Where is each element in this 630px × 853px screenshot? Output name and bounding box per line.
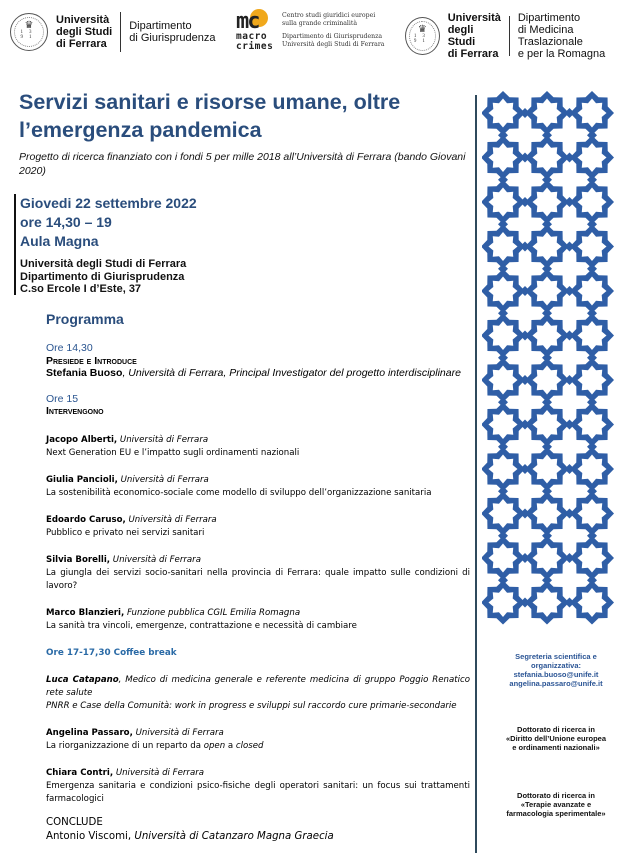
- speaker-name: Marco Blanzieri,: [46, 607, 125, 618]
- star-tile-hole: [578, 277, 607, 306]
- talk-item: [46, 514, 470, 540]
- star-tile-hole: [578, 588, 607, 617]
- star-tile-hole: [489, 588, 518, 617]
- star-tile-hole: [578, 99, 607, 128]
- talk-item: [46, 727, 470, 753]
- phd-program-therapies: Dottorato di ricerca in «Terapie avanzate e farmacologia sperimentale»: [506, 791, 606, 818]
- speaker-affiliation: , Università di Ferrara, Principal Investigator del progetto interdisciplinare: [122, 367, 461, 380]
- page-title: Servizi sanitari e risorse umane, oltre l’emergenza pandemica: [19, 90, 401, 142]
- star-tile-hole: [533, 277, 562, 306]
- session-time: Ore 15: [46, 392, 79, 405]
- star-tile-hole: [533, 455, 562, 484]
- talk-title: PNRR e Case della Comunità: work in progress e sviluppi sul raccordo cure primarie-secondarie: [46, 700, 457, 711]
- opening-session: [46, 342, 470, 380]
- talk-title: Next Generation EU e l’impatto sugli ordinamenti nazionali: [46, 447, 300, 458]
- speaker-name: Edoardo Caruso,: [46, 514, 126, 525]
- date-accent-bar: [14, 194, 16, 295]
- session-role: Presiede e Introduce: [46, 354, 137, 367]
- star-tile-hole: [489, 321, 518, 350]
- star-tile-hole: [533, 143, 562, 172]
- university-name: Università degli Studi di Ferrara: [447, 12, 501, 60]
- star-tile-pattern: [482, 90, 630, 635]
- tile-connector: [565, 197, 575, 207]
- star-tile-hole: [533, 366, 562, 395]
- star-tile-hole: [489, 99, 518, 128]
- speaker-name: Jacopo Alberti,: [46, 434, 118, 445]
- star-tile-hole: [578, 188, 607, 217]
- star-tile-hole: [489, 455, 518, 484]
- talk-item: [46, 554, 470, 593]
- speaker-affiliation: Università di Ferrara: [117, 434, 209, 445]
- phd-program-eu-law: Dottorato di ricerca in «Diritto dell’Unione europea e ordinamenti nazionali»: [505, 725, 606, 752]
- talk-title: La giungla dei servizi socio-sanitari nella provincia di Ferrara: quale impatto sulle condizioni di lavoro?: [46, 567, 470, 591]
- tile-connector: [565, 464, 575, 474]
- session-time: Ore 14,30: [46, 342, 93, 354]
- event-time: ore 14,30 – 19: [20, 214, 112, 230]
- speaker-affiliation: Università di Ferrara: [113, 767, 205, 778]
- chair: [46, 367, 470, 380]
- star-tile-hole: [578, 410, 607, 439]
- tile-connector: [565, 286, 575, 296]
- star-tile-hole: [533, 232, 562, 261]
- program: [46, 342, 470, 844]
- star-tile-hole: [578, 499, 607, 528]
- department-name: Dipartimento di Giurisprudenza: [129, 20, 216, 44]
- star-tile-hole: [533, 544, 562, 573]
- tile-connector: [565, 598, 575, 608]
- speaker-name: Giulia Pancioli,: [46, 474, 118, 485]
- macrocrimes-mark-icon: mc macro crimes: [236, 9, 274, 52]
- university-seal-icon: 13 91 ♛: [10, 13, 48, 51]
- star-tile-hole: [489, 366, 518, 395]
- talk-item: [46, 474, 470, 500]
- star-tile-hole: [578, 143, 607, 172]
- speaker-name: Chiara Contri,: [46, 767, 114, 778]
- talk-title: Emergenza sanitaria e condizioni psico-fisiche degli operatori sanitari: un focus sui trattamenti farmacologici: [46, 780, 470, 804]
- talk-title: La sanità tra vincoli, emergenze, contrattazione e necessità di cambiare: [46, 620, 357, 631]
- macrocrimes-text: Centro studi giuridici europei sulla grande criminalità Dipartimento di Giurisprudenza Università degli Studi di Ferrara: [282, 12, 385, 48]
- talk-title: La riorganizzazione di un reparto da open a closed: [46, 740, 264, 751]
- star-tile-hole: [578, 321, 607, 350]
- speaker-name: Antonio Viscomi,: [46, 830, 132, 842]
- speaker-affiliation: Università di Ferrara: [110, 554, 201, 565]
- session-role: Intervengono: [46, 405, 104, 418]
- email-link[interactable]: stefania.buoso@unife.it: [513, 670, 599, 679]
- star-tile-hole: [489, 143, 518, 172]
- tile-connector: [565, 242, 575, 252]
- speaker-affiliation: Università di Ferrara: [132, 727, 224, 738]
- talk-item: [46, 434, 470, 460]
- coffee-break: Ore 17-17,30 Coffee break: [46, 647, 177, 658]
- talk-item: [46, 607, 470, 633]
- email-link[interactable]: angelina.passaro@unife.it: [509, 679, 603, 688]
- tile-connector: [565, 553, 575, 563]
- star-tile-hole: [533, 99, 562, 128]
- event-venue: Università degli Studi di Ferrara Dipartimento di Giurisprudenza C.so Ercole I d’Este, 37: [20, 258, 187, 295]
- star-tile-hole: [533, 588, 562, 617]
- speaker-affiliation: Università di Catanzaro Magna Graecia: [131, 830, 334, 842]
- secretariat-contacts: Segreteria scientifica e organizzativa: stefania.buoso@unife.it angelina.passaro@unife.it: [482, 652, 630, 688]
- tile-connector: [565, 331, 575, 341]
- column-divider: [475, 95, 477, 853]
- event-datetime: [20, 194, 197, 251]
- logo-divider: [120, 12, 121, 52]
- tile-connector: [565, 153, 575, 163]
- subtitle: Progetto di ricerca finanziato con i fondi 5 per mille 2018 all’Università di Ferrara (bando Giovani 2020): [19, 151, 466, 177]
- star-tile-hole: [489, 499, 518, 528]
- tile-connector: [565, 420, 575, 430]
- talk-item: [46, 674, 470, 713]
- logo-unife-medicina: [405, 12, 630, 60]
- tile-connector: [565, 375, 575, 385]
- event-date: Giovedi 22 settembre 2022: [20, 195, 197, 211]
- star-tile-hole: [489, 277, 518, 306]
- star-tile-hole: [489, 188, 518, 217]
- star-tile-hole: [578, 544, 607, 573]
- speaker-name: Luca Catapano: [46, 674, 119, 685]
- star-tile-hole: [578, 232, 607, 261]
- star-tile-hole: [533, 499, 562, 528]
- speaker-affiliation: Università di Ferrara: [117, 474, 209, 485]
- university-name: Università degli Studi di Ferrara: [56, 14, 113, 50]
- star-tile-hole: [489, 232, 518, 261]
- star-tile-hole: [489, 544, 518, 573]
- event-room: Aula Magna: [20, 233, 99, 249]
- program-heading: Programma: [46, 311, 124, 327]
- department-name: Dipartimento di Medicina Traslazionale e per la Romagna: [517, 12, 606, 60]
- closing-session: [46, 816, 470, 844]
- speaker-name: Angelina Passaro,: [46, 727, 133, 738]
- session-role: CONCLUDE: [46, 816, 103, 828]
- star-tile-hole: [578, 366, 607, 395]
- talk-title: Pubblico e privato nei servizi sanitari: [46, 527, 205, 538]
- speaker-name: Silvia Borelli,: [46, 554, 111, 565]
- star-tile-hole: [489, 410, 518, 439]
- tile-connector: [565, 108, 575, 118]
- star-tile-hole: [578, 455, 607, 484]
- logo-macrocrimes: [236, 9, 385, 52]
- logo-divider: [509, 16, 510, 56]
- speaker-affiliation: Funzione pubblica CGIL Emilia Romagna: [124, 607, 301, 618]
- speaker-affiliation: , Medico di medicina generale e referente medicina di gruppo Poggio Renatico rete salute: [46, 674, 470, 698]
- tile-connector: [565, 509, 575, 519]
- speaker-name: Stefania Buoso: [46, 367, 123, 380]
- speaker-affiliation: Università di Ferrara: [125, 514, 217, 525]
- star-tile-hole: [533, 410, 562, 439]
- talks-header: [46, 393, 470, 418]
- logo-unife-giurisprudenza: [10, 12, 215, 52]
- star-tile-hole: [533, 188, 562, 217]
- talk-title: La sostenibilità economico-sociale come modello di sviluppo dell’organizzazione sanitaria: [46, 487, 432, 498]
- talk-item: [46, 767, 470, 806]
- star-tile-hole: [533, 321, 562, 350]
- university-seal-icon: 13 91 ♛: [405, 17, 440, 55]
